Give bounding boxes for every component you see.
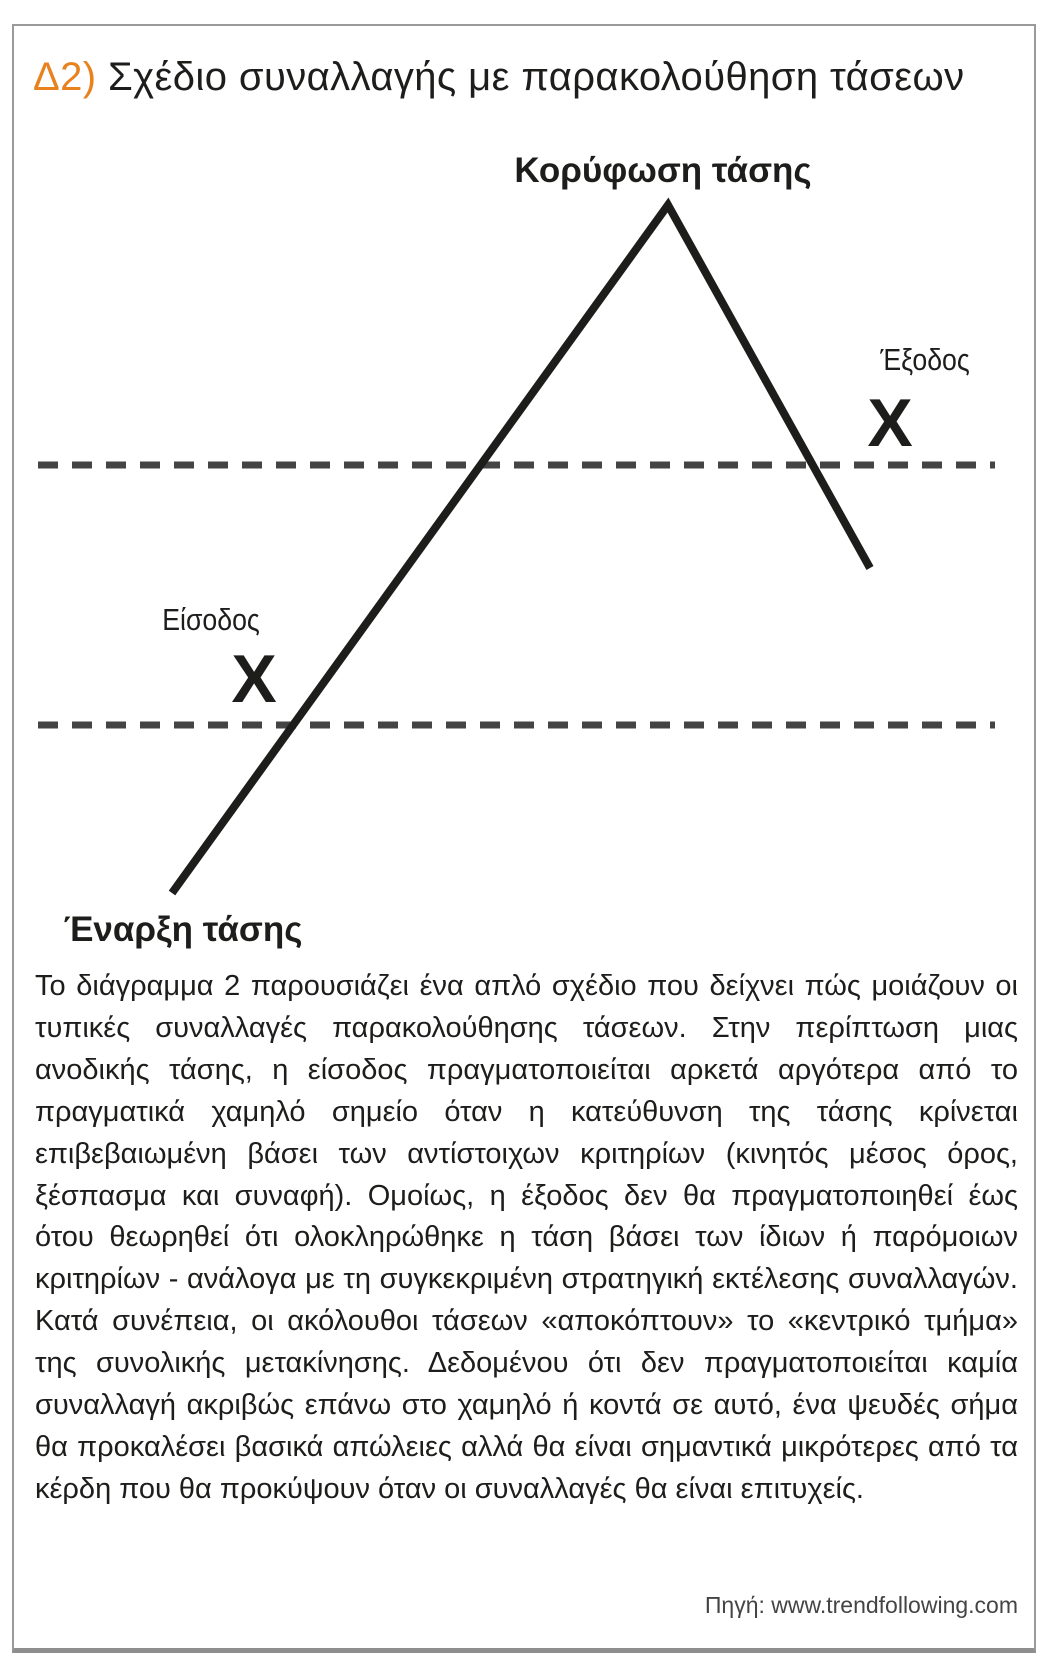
source-credit: Πηγή: www.trendfollowing.com [704, 1592, 1018, 1618]
trend-line [172, 205, 870, 893]
figure-code: Δ2) [33, 55, 97, 99]
exit-marker: X [867, 385, 913, 461]
peak-label: Κορύφωση τάσης [514, 151, 812, 190]
exit-label: Έξοδος [880, 343, 970, 378]
entry-label: Είσοδος [162, 603, 260, 638]
start-label: Έναρξη τάσης [63, 910, 303, 949]
entry-marker: X [231, 641, 277, 717]
figure-title-text: Σχέδιο συναλλαγής με παρακολούθηση τάσεων [108, 55, 965, 99]
body-paragraph: Το διάγραμμα 2 παρουσιάζει ένα απλό σχέδιο που δείχνει πώς μοιάζουν οι τυπικές συναλλαγές παρακολούθησης τάσεων. Στην περίπτωση μιας ανοδικής τάσης, η είσοδος πραγματοποιείται αρκετά αργότερα από το πραγματικά χαμηλό σημείο όταν η κατεύθυνση της τάσης κρίνεται επιβεβαιωμένη βάσει των αντίστοιχων κριτηρίων (κινητός μέσος όρος, ξέσπασμα και συναφή). Ομοίως, η έξοδος δεν θα πραγματοποιηθεί έως ότου θεωρηθεί ότι ολοκληρώθηκε η τάση βάσει των ίδιων ή παρόμοιων κριτηρίων - ανάλογα με τη συγκεκριμένη στρατηγική εκτέλεσης συναλλαγών. Κατά συνέπεια, οι ακόλουθοι τάσεων «αποκόπτουν» το «κεντρικό τμήμα» της συνολικής μετακίνησης. Δεδομένου ότι δεν πραγματοποιείται καμία συναλλαγή ακριβώς επάνω στο χαμηλό ή κοντά σε αυτό, ένα ψευδές σήμα θα προκαλέσει βασικά απώλειες αλλά θα είναι σημαντικά μικρότερες από τα κέρδη που θα προκύψουν όταν οι συναλλαγές θα είναι επιτυχείς. [35, 970, 1018, 1505]
